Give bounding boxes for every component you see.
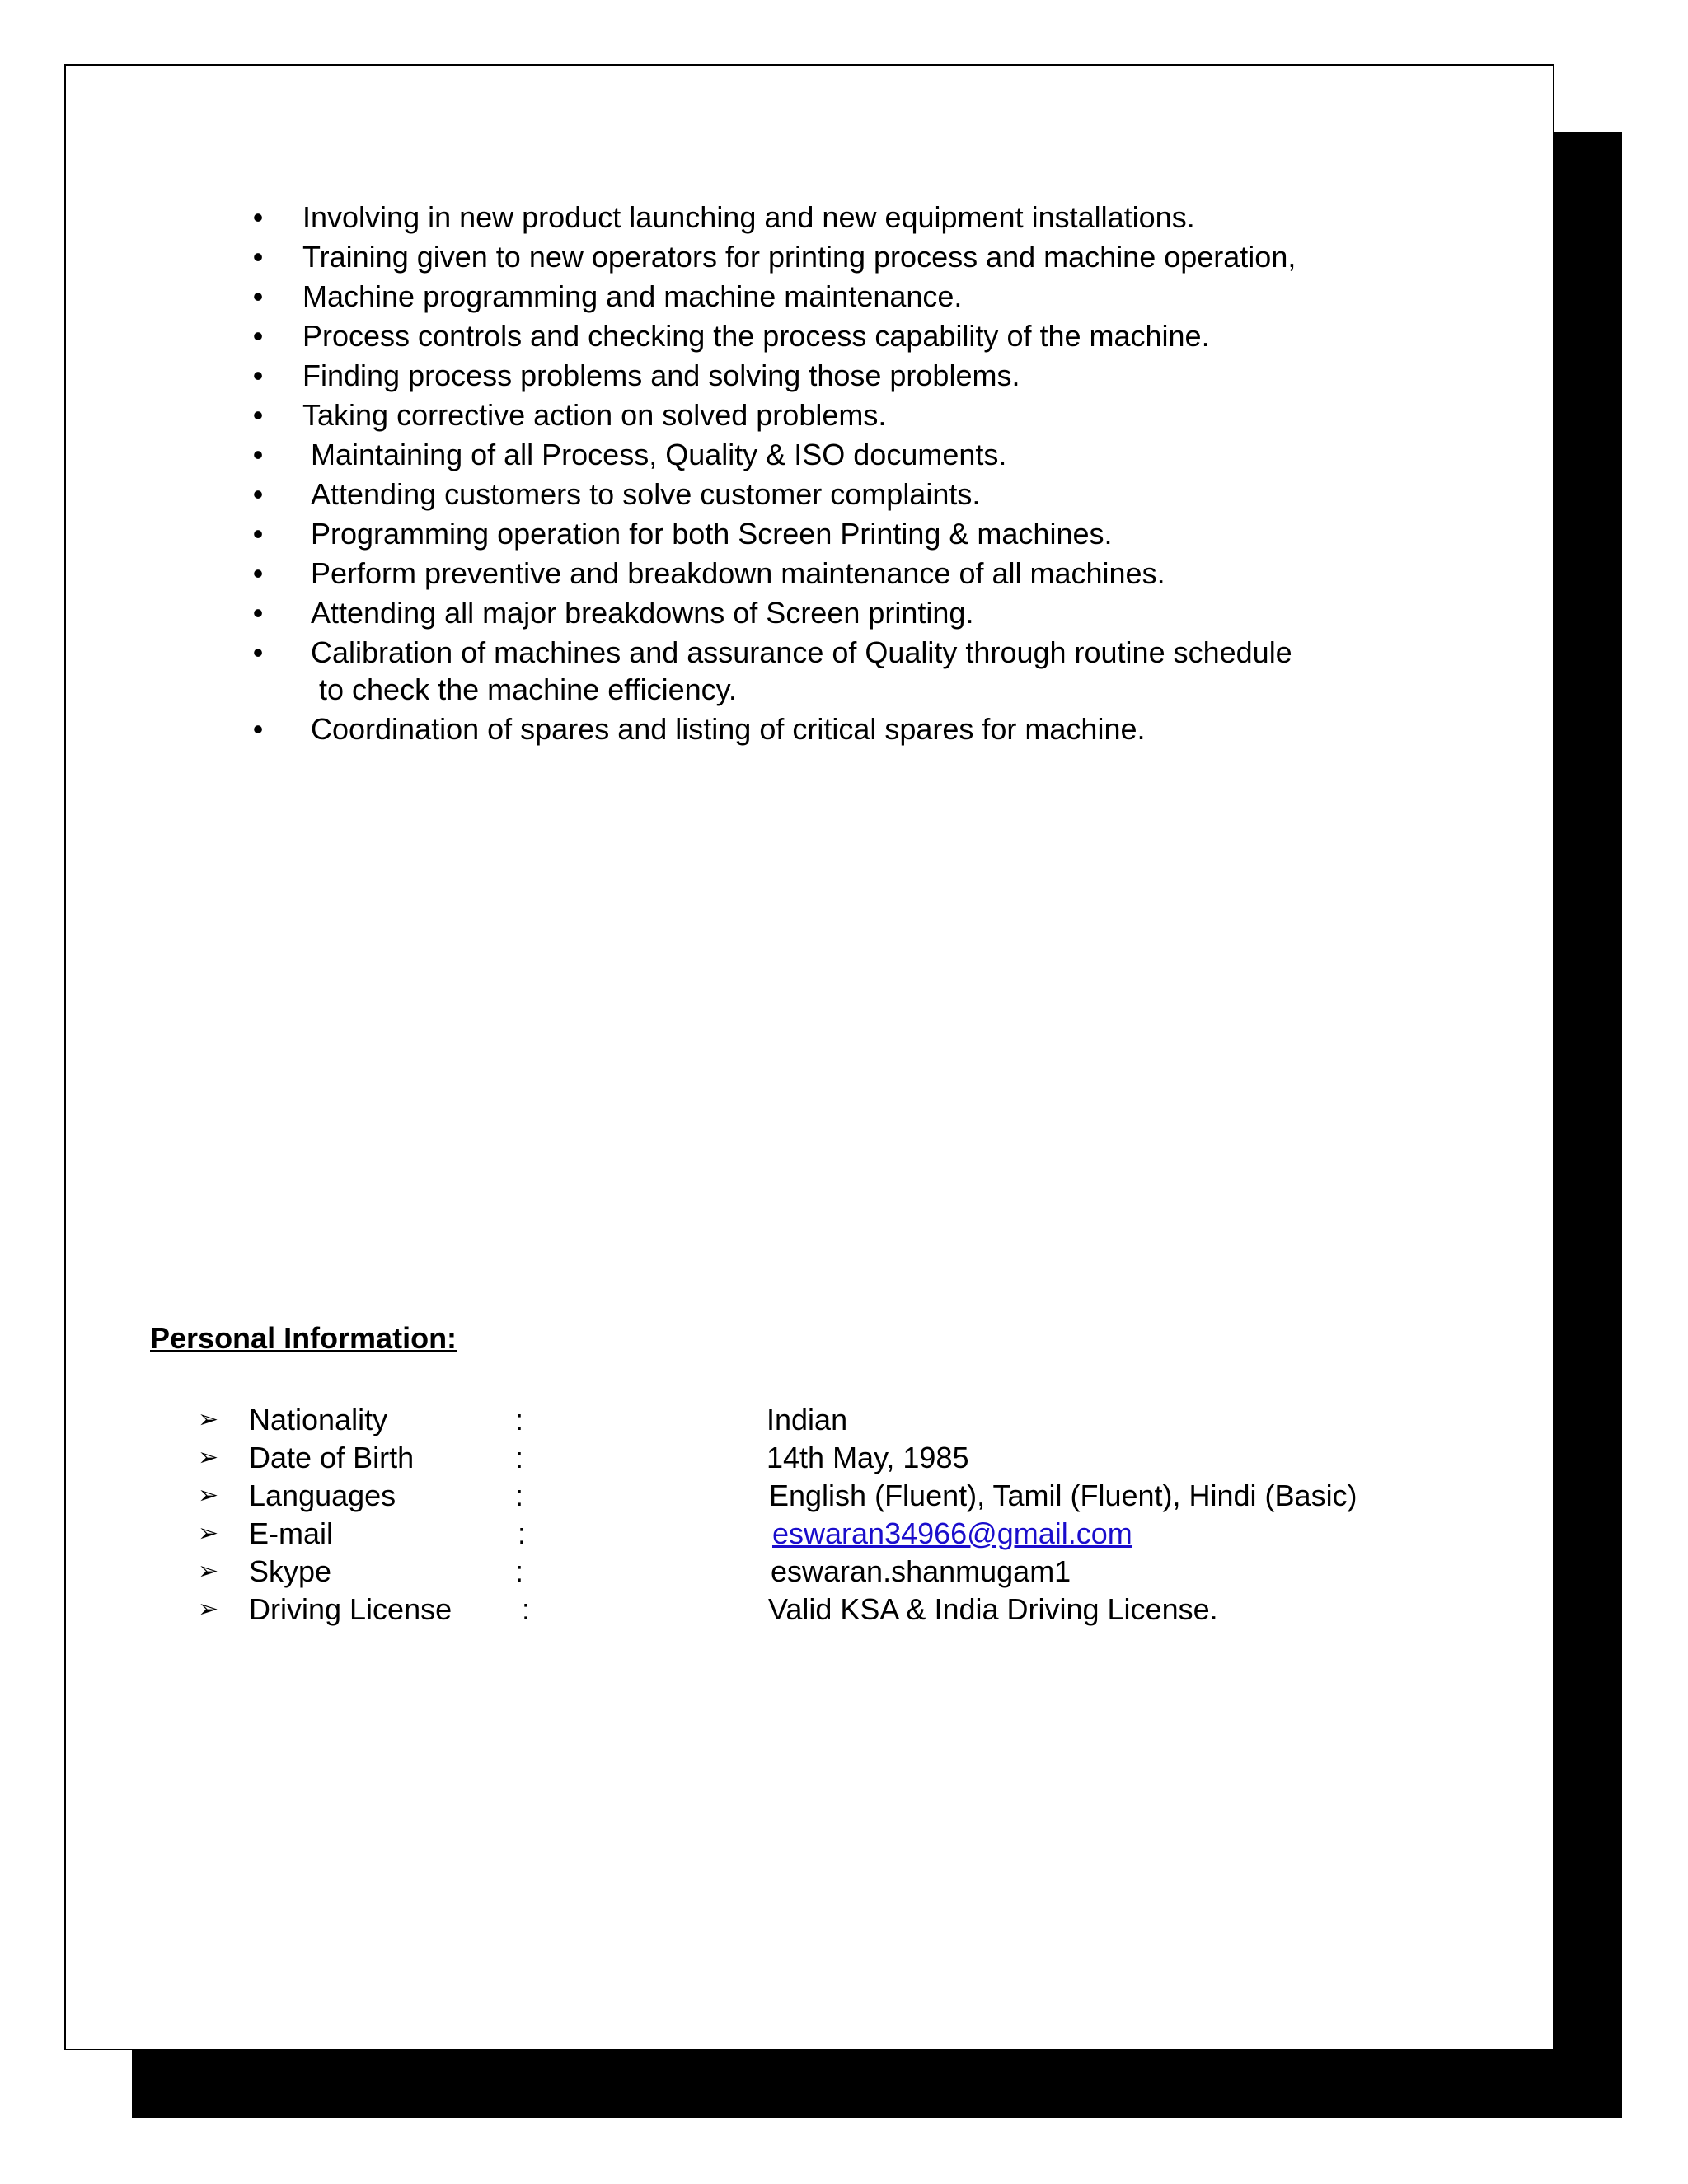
info-label: Nationality	[249, 1403, 388, 1436]
responsibility-text: Attending customers to solve customer complaints.	[311, 477, 981, 511]
responsibility-text: Calibration of machines and assurance of Quality through routine schedule	[311, 635, 1292, 669]
bullet-icon: •	[252, 398, 264, 432]
arrow-bullet-icon: ➢	[198, 1596, 219, 1623]
info-label: E-mail	[249, 1516, 334, 1550]
email-link[interactable]: eswaran34966@gmail.com	[772, 1516, 1132, 1550]
responsibility-continuation: to check the machine efficiency.	[319, 673, 737, 706]
list-item	[66, 198, 1296, 237]
bullet-icon: •	[252, 596, 264, 630]
list-item	[66, 475, 1296, 514]
bullet-icon: •	[252, 359, 264, 392]
bullet-icon: •	[252, 712, 264, 746]
list-item	[66, 316, 1296, 356]
arrow-bullet-icon: ➢	[198, 1520, 219, 1547]
bullet-icon: •	[252, 279, 264, 313]
list-item	[66, 554, 1296, 593]
info-separator: :	[515, 1479, 524, 1512]
bullet-icon: •	[252, 635, 264, 669]
info-label: Date of Birth	[249, 1441, 415, 1474]
responsibility-text: Programming operation for both Screen Printing & machines.	[311, 517, 1113, 551]
responsibility-text: Maintaining of all Process, Quality & ISO documents.	[311, 438, 1007, 471]
info-value: eswaran.shanmugam1	[771, 1554, 1071, 1588]
bullet-icon: •	[252, 477, 264, 511]
responsibility-text: Training given to new operators for printing process and machine operation,	[302, 240, 1296, 274]
responsibility-text: Machine programming and machine maintenance.	[302, 279, 963, 313]
responsibility-text: Finding process problems and solving those problems.	[302, 359, 1020, 392]
responsibility-text: Attending all major breakdowns of Screen printing.	[311, 596, 974, 630]
arrow-bullet-icon: ➢	[198, 1406, 219, 1433]
list-item	[66, 633, 1296, 710]
info-value: English (Fluent), Tamil (Fluent), Hindi (Basic)	[769, 1479, 1357, 1512]
responsibility-text: Perform preventive and breakdown maintenance of all machines.	[311, 556, 1165, 590]
responsibility-text: Involving in new product launching and new equipment installations.	[302, 200, 1195, 234]
info-separator: :	[515, 1403, 524, 1436]
list-item	[66, 593, 1296, 633]
list-item	[66, 710, 1296, 749]
info-separator: :	[518, 1516, 527, 1550]
info-value: Indian	[767, 1403, 848, 1436]
list-item	[66, 435, 1296, 475]
list-item	[66, 237, 1296, 277]
bullet-icon: •	[252, 438, 264, 471]
bullet-icon: •	[252, 517, 264, 551]
responsibility-text: Process controls and checking the process capability of the machine.	[302, 319, 1210, 353]
list-item	[66, 277, 1296, 316]
bullet-icon: •	[252, 319, 264, 353]
responsibilities-list	[66, 198, 1296, 749]
list-item	[66, 396, 1296, 435]
info-value: 14th May, 1985	[767, 1441, 969, 1474]
personal-information-heading: Personal Information:	[150, 1321, 457, 1355]
arrow-bullet-icon: ➢	[198, 1558, 219, 1585]
info-label: Driving License	[249, 1592, 452, 1626]
bullet-icon: •	[252, 240, 264, 274]
list-item	[66, 514, 1296, 554]
info-value: Valid KSA & India Driving License.	[768, 1592, 1218, 1626]
info-label: Languages	[249, 1479, 396, 1512]
info-separator: :	[522, 1592, 531, 1626]
bullet-icon: •	[252, 556, 264, 590]
arrow-bullet-icon: ➢	[198, 1444, 219, 1471]
bullet-icon: •	[252, 200, 264, 234]
info-separator: :	[515, 1554, 524, 1588]
info-separator: :	[515, 1441, 524, 1474]
list-item	[66, 356, 1296, 396]
info-label: Skype	[249, 1554, 332, 1588]
responsibility-text: Taking corrective action on solved problems.	[302, 398, 887, 432]
arrow-bullet-icon: ➢	[198, 1482, 219, 1509]
resume-page	[64, 64, 1554, 2050]
responsibility-text: Coordination of spares and listing of critical spares for machine.	[311, 712, 1146, 746]
